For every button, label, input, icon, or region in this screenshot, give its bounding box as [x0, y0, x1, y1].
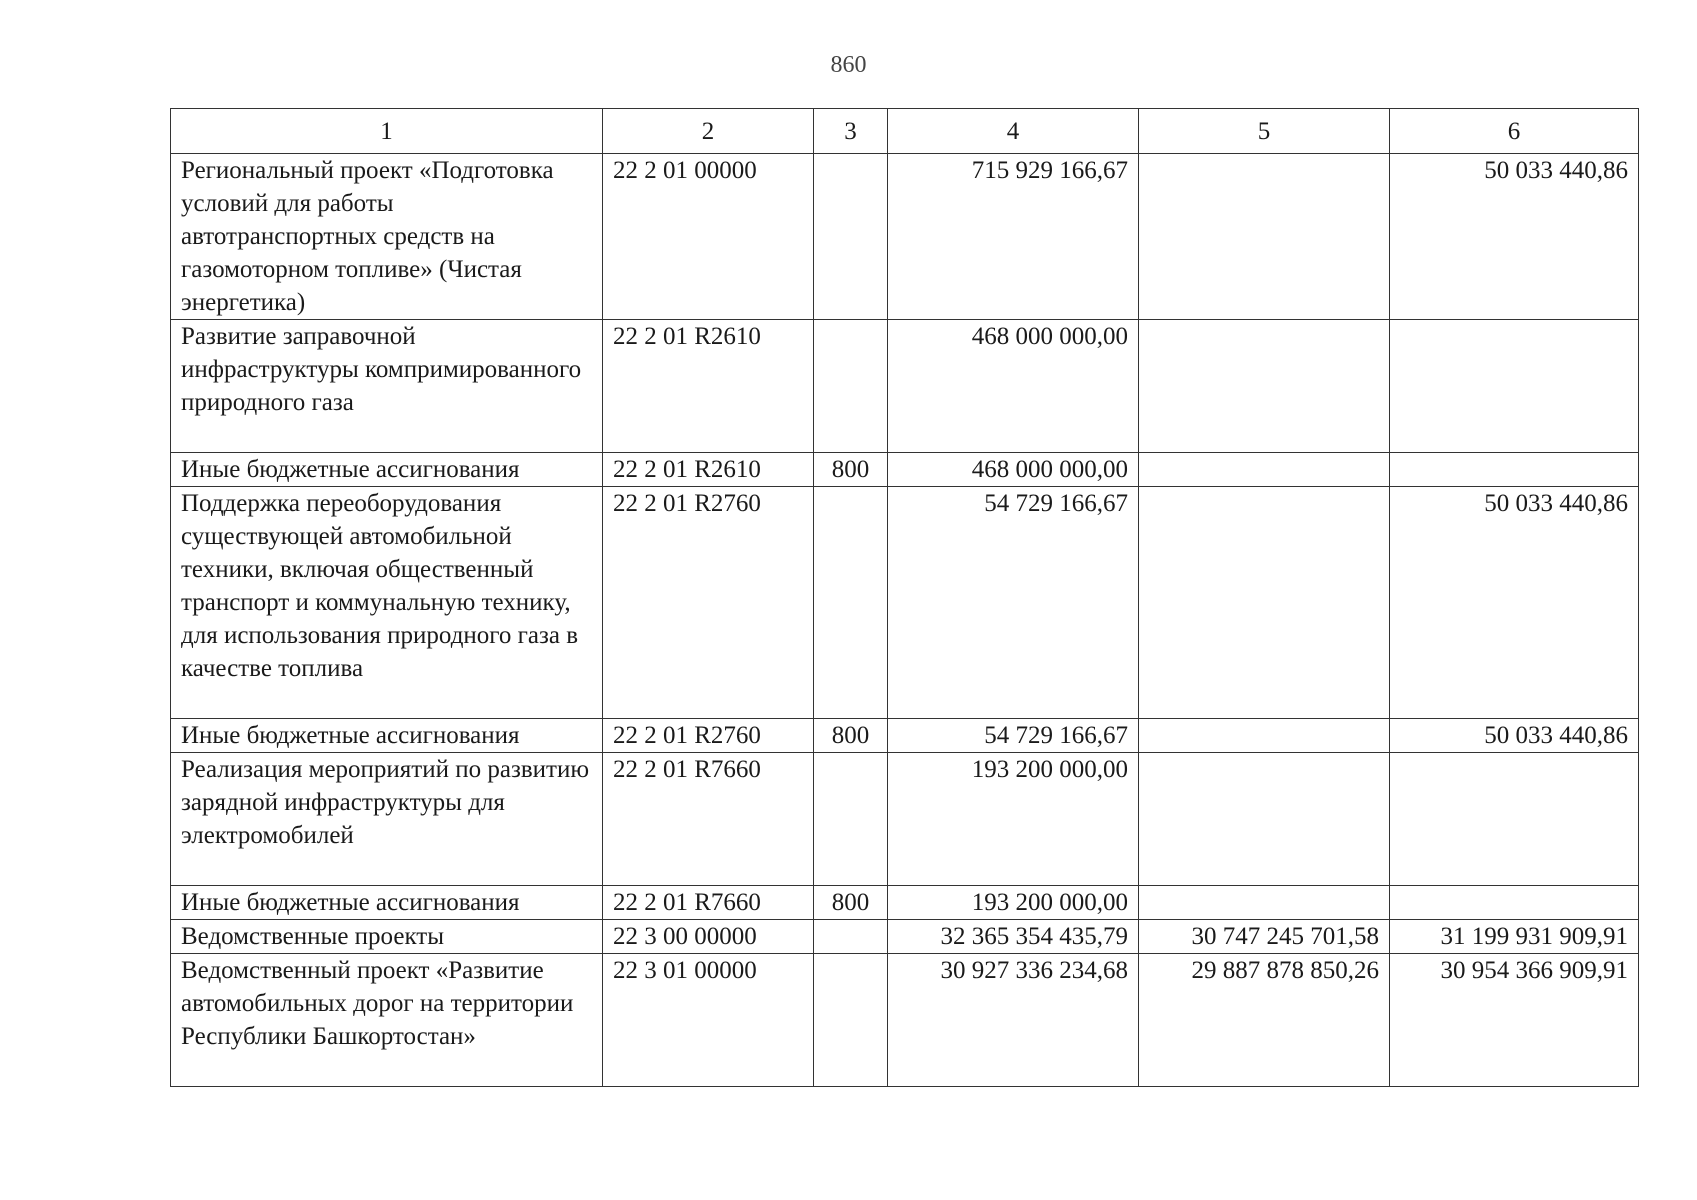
item-amount-col5: [1139, 453, 1390, 487]
table-row: [171, 320, 1639, 453]
item-code: 22 2 01 R2760: [603, 487, 814, 719]
item-amount-col4: 30 927 336 234,68: [888, 954, 1139, 1087]
item-code: 22 2 01 R2760: [603, 719, 814, 753]
item-name: Ведомственный проект «Развитие автомобильных дорог на территории Республики Башкортостан»: [171, 954, 603, 1087]
table-row: [171, 954, 1639, 1087]
item-amount-col6: 50 033 440,86: [1390, 719, 1639, 753]
item-name: Иные бюджетные ассигнования: [171, 453, 603, 487]
table-header-row: [171, 109, 1639, 154]
item-amount-col6: 31 199 931 909,91: [1390, 920, 1639, 954]
header-cell: 2: [603, 109, 814, 154]
item-code: 22 2 01 R7660: [603, 886, 814, 920]
item-amount-col4: 468 000 000,00: [888, 453, 1139, 487]
item-amount-col5: [1139, 487, 1390, 719]
item-name: Региональный проект «Подготовка условий для работы автотранспортных средств на газомоторном топливе» (Чистая энергетика): [171, 154, 603, 320]
table-row: [171, 886, 1639, 920]
header-cell: 5: [1139, 109, 1390, 154]
header-cell: 4: [888, 109, 1139, 154]
item-amount-col4: 54 729 166,67: [888, 487, 1139, 719]
table-row: [171, 487, 1639, 719]
item-code: 22 2 01 R2610: [603, 320, 814, 453]
item-amount-col5: [1139, 886, 1390, 920]
item-code: 22 2 01 00000: [603, 154, 814, 320]
item-amount-col4: 193 200 000,00: [888, 886, 1139, 920]
item-name: Ведомственные проекты: [171, 920, 603, 954]
item-name: Развитие заправочной инфраструктуры компримированного природного газа: [171, 320, 603, 453]
header-cell: 1: [171, 109, 603, 154]
item-amount-col6: [1390, 320, 1639, 453]
header-cell: 6: [1390, 109, 1639, 154]
table-row: [171, 920, 1639, 954]
item-amount-col4: 54 729 166,67: [888, 719, 1139, 753]
item-expense-type: 800: [814, 886, 888, 920]
item-amount-col6: [1390, 453, 1639, 487]
page-number: 860: [830, 52, 867, 78]
item-amount-col5: 30 747 245 701,58: [1139, 920, 1390, 954]
item-amount-col5: [1139, 320, 1390, 453]
item-amount-col5: [1139, 753, 1390, 886]
header-cell: 3: [814, 109, 888, 154]
item-name: Реализация мероприятий по развитию зарядной инфраструктуры для электромобилей: [171, 753, 603, 886]
item-expense-type: [814, 920, 888, 954]
item-code: 22 3 00 00000: [603, 920, 814, 954]
table-row: [171, 753, 1639, 886]
item-amount-col4: 468 000 000,00: [888, 320, 1139, 453]
item-name: Иные бюджетные ассигнования: [171, 719, 603, 753]
item-expense-type: [814, 320, 888, 453]
item-amount-col6: 50 033 440,86: [1390, 154, 1639, 320]
table-row: [171, 719, 1639, 753]
item-expense-type: 800: [814, 719, 888, 753]
item-expense-type: [814, 487, 888, 719]
item-amount-col5: [1139, 154, 1390, 320]
item-code: 22 2 01 R7660: [603, 753, 814, 886]
table-row: [171, 453, 1639, 487]
item-code: 22 2 01 R2610: [603, 453, 814, 487]
item-name: Иные бюджетные ассигнования: [171, 886, 603, 920]
item-code: 22 3 01 00000: [603, 954, 814, 1087]
item-amount-col6: 50 033 440,86: [1390, 487, 1639, 719]
item-amount-col4: 32 365 354 435,79: [888, 920, 1139, 954]
item-expense-type: [814, 954, 888, 1087]
item-amount-col5: [1139, 719, 1390, 753]
item-amount-col6: [1390, 753, 1639, 886]
item-name: Поддержка переоборудования существующей автомобильной техники, включая общественный транспорт и коммунальную технику, для использования природного газа в качестве топлива: [171, 487, 603, 719]
item-amount-col6: 30 954 366 909,91: [1390, 954, 1639, 1087]
item-expense-type: [814, 154, 888, 320]
budget-table: [170, 108, 1639, 1087]
item-amount-col4: 193 200 000,00: [888, 753, 1139, 886]
item-expense-type: 800: [814, 453, 888, 487]
item-amount-col4: 715 929 166,67: [888, 154, 1139, 320]
item-amount-col5: 29 887 878 850,26: [1139, 954, 1390, 1087]
item-amount-col6: [1390, 886, 1639, 920]
table-row: [171, 154, 1639, 320]
item-expense-type: [814, 753, 888, 886]
